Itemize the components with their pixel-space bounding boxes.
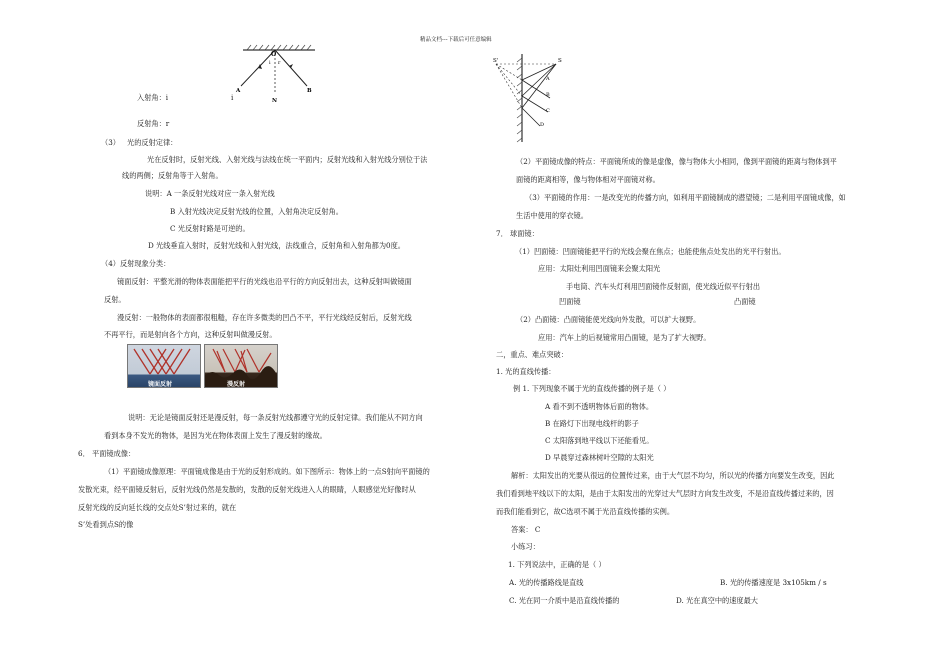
label-s: S [558, 58, 562, 64]
note-b: B 入射光线决定反射光线的位置，入射角决定反射角。 [170, 207, 343, 216]
mirror-text-2: 反射。 [104, 295, 126, 304]
question-option-c: C. 光在同一介质中是沿直线传播的 [509, 596, 620, 605]
plane-text-3: 反射光线的反向延长线的交点处S’射过来的，就在 [78, 503, 237, 512]
plane-text-1: （1）平面镜成像原理：平面镜成像是由于光的反射形成的。如下图所示：物体上的一点S射向平面镜的 [104, 467, 430, 476]
question-option-d: D. 光在真空中的速度最大 [676, 596, 758, 605]
diffuse-text-1: 漫反射：一般物体的表面都很粗糙，存在许多微类的凹凸不平，平行光线经反射后，反射光线 [117, 313, 412, 322]
label-s-prime: S' [493, 58, 499, 64]
option-b: B 在路灯下出现电线杆的影子 [545, 419, 639, 428]
section-2: 二，重点、难点突破： [496, 350, 568, 359]
convex-text: （2）凸面镜：凸面镜能使光线向外发散，可以扩大视野。 [516, 315, 701, 324]
question-option-b: B. 光的传播速度是 3x105km / s [720, 578, 827, 587]
analysis-text-2: 我们看到地平线以下的太阳，是由于太阳发出的光穿过大气层时方向发生改变，不是沿直线传播过来的，因 [496, 489, 834, 498]
label-a-right: A [546, 76, 550, 82]
law-text-1: 光在反射时，反射光线、入射光线与法线在统一平面内；反射光线和入射光线分别位于法 [147, 155, 428, 164]
concave-mirror-label: 凹面镜 [559, 297, 581, 306]
label-a: A [236, 88, 241, 94]
label-d: D [540, 122, 545, 128]
section-7: 7． 球面镜： [496, 229, 539, 238]
note-d: D 光线垂直入射时，反射光线和入射光线，法线重合，反射角和入射角都为0度。 [148, 241, 405, 250]
example-1: 例 1. 下列现象不属于光的直线传播的例子是（ ） [513, 384, 671, 393]
use-text-2: 生活中使用的穿衣镜。 [516, 211, 588, 220]
convex-app: 应用：汽车上的后视镜常用凸面镜，是为了扩大视野。 [538, 333, 711, 342]
option-d: D 早晨穿过森林树叶空隙的太阳光 [545, 453, 654, 462]
label-b: B [307, 88, 312, 94]
practice-title: 小练习： [511, 542, 540, 551]
concave-app-1: 应用：太阳灶利用凹面镜来会聚太阳光 [538, 264, 661, 273]
label-n: N [272, 98, 278, 104]
label-c: C [546, 108, 550, 114]
concave-app-2: 手电筒、汽车头灯利用凹面镜作反射面，使光线近似平行射出 [566, 282, 761, 291]
note2-text-1: 说明：无论是镜面反射还是漫反射，每一条反射光线都遵守光的反射定律。我们能从不同方向 [128, 413, 423, 422]
label-r: r [278, 60, 281, 66]
feature-text-2: 面镜的距离相等，像与物体相对平面镜对称。 [516, 175, 660, 184]
analysis-text-1: 解析：太阳发出的光要从很远的位置传过来，由于大气层不均匀，所以光的传播方向要发生改变，因此 [511, 471, 835, 480]
law-text-2: 线的两侧；反射角等于入射角。 [122, 171, 223, 180]
section-6: 6． 平面镜成像： [78, 449, 136, 458]
item-1: 1. 光的直线传播： [496, 367, 556, 376]
diffuse-text-2: 不再平行，而是射向各个方向，这种反射叫做漫反射。 [104, 330, 277, 339]
option-c: C 太阳落到地平线以下还能看见。 [545, 436, 654, 445]
label-i: i [269, 60, 271, 66]
plane-mirror-diagram [492, 50, 572, 146]
page-header: 精品文档---下载后可任意编辑 [420, 37, 492, 43]
law-title: 光的反射定律： [127, 138, 178, 147]
note-a: 说明：A 一条反射光线对应一条入射光线 [145, 189, 275, 198]
diffuse-reflection-photo [204, 344, 278, 388]
question-1: 1. 下列说法中，正确的是（ ） [508, 560, 606, 569]
feature-text-1: （2）平面镜成像的特点：平面镜所成的像是虚像，像与物体大小相同，像到平面镜的距离与物体到平 [516, 157, 837, 166]
note2-text-2: 看到本身不发光的物体，是因为光在物体表面上发生了漫反射的缘故。 [104, 431, 327, 440]
mirror-text-1: 镜面反射：平整光滑的物体表面能把平行的光线也沿平行的方向反射出去，这种反射叫做镜面 [117, 277, 412, 286]
law-number: （3） [101, 138, 120, 147]
option-a: A 看不到不透明物体后面的物体。 [545, 402, 654, 411]
use-text-1: （3）平面镜的作用：一是改变光的传播方向，如利用平面镜制成的潜望镜；二是利用平面镜成像，如 [525, 193, 846, 202]
plane-text-4: S’处看到点S的像 [78, 520, 134, 529]
question-option-a: A. 光的传播路线是直线 [509, 578, 584, 587]
answer: 答案： C [511, 525, 541, 534]
plane-text-2: 发散光束，经平面镜反射后，反射光线仍然是发散的，发散的反射光线进入人的眼睛，人眼感觉光好像时从 [78, 485, 416, 494]
incident-angle: 入射角：i [137, 93, 169, 102]
class-title: （4）反射现象分类： [101, 259, 171, 268]
reflect-angle: 反射角：r [137, 119, 170, 128]
label-o: O [271, 51, 277, 58]
specular-reflection-photo [127, 344, 201, 388]
label-b-right: B [546, 92, 550, 98]
convex-mirror-label: 凸面镜 [734, 297, 756, 306]
concave-text: （1）凹面镜：凹面镜能把平行的光线会聚在焦点；也能使焦点处发出的光平行射出。 [515, 247, 786, 256]
incident-angle-symbol: i [231, 93, 234, 102]
specular-caption: 镜面反射 [148, 381, 173, 388]
reflection-diagram [225, 42, 325, 108]
note-c: C 光反射时路是可逆的。 [170, 224, 250, 233]
analysis-text-3: 而我们能看到它，故C选项不属于光沿直线传播的实例。 [496, 507, 675, 516]
diffuse-caption: 漫反射 [227, 381, 246, 388]
